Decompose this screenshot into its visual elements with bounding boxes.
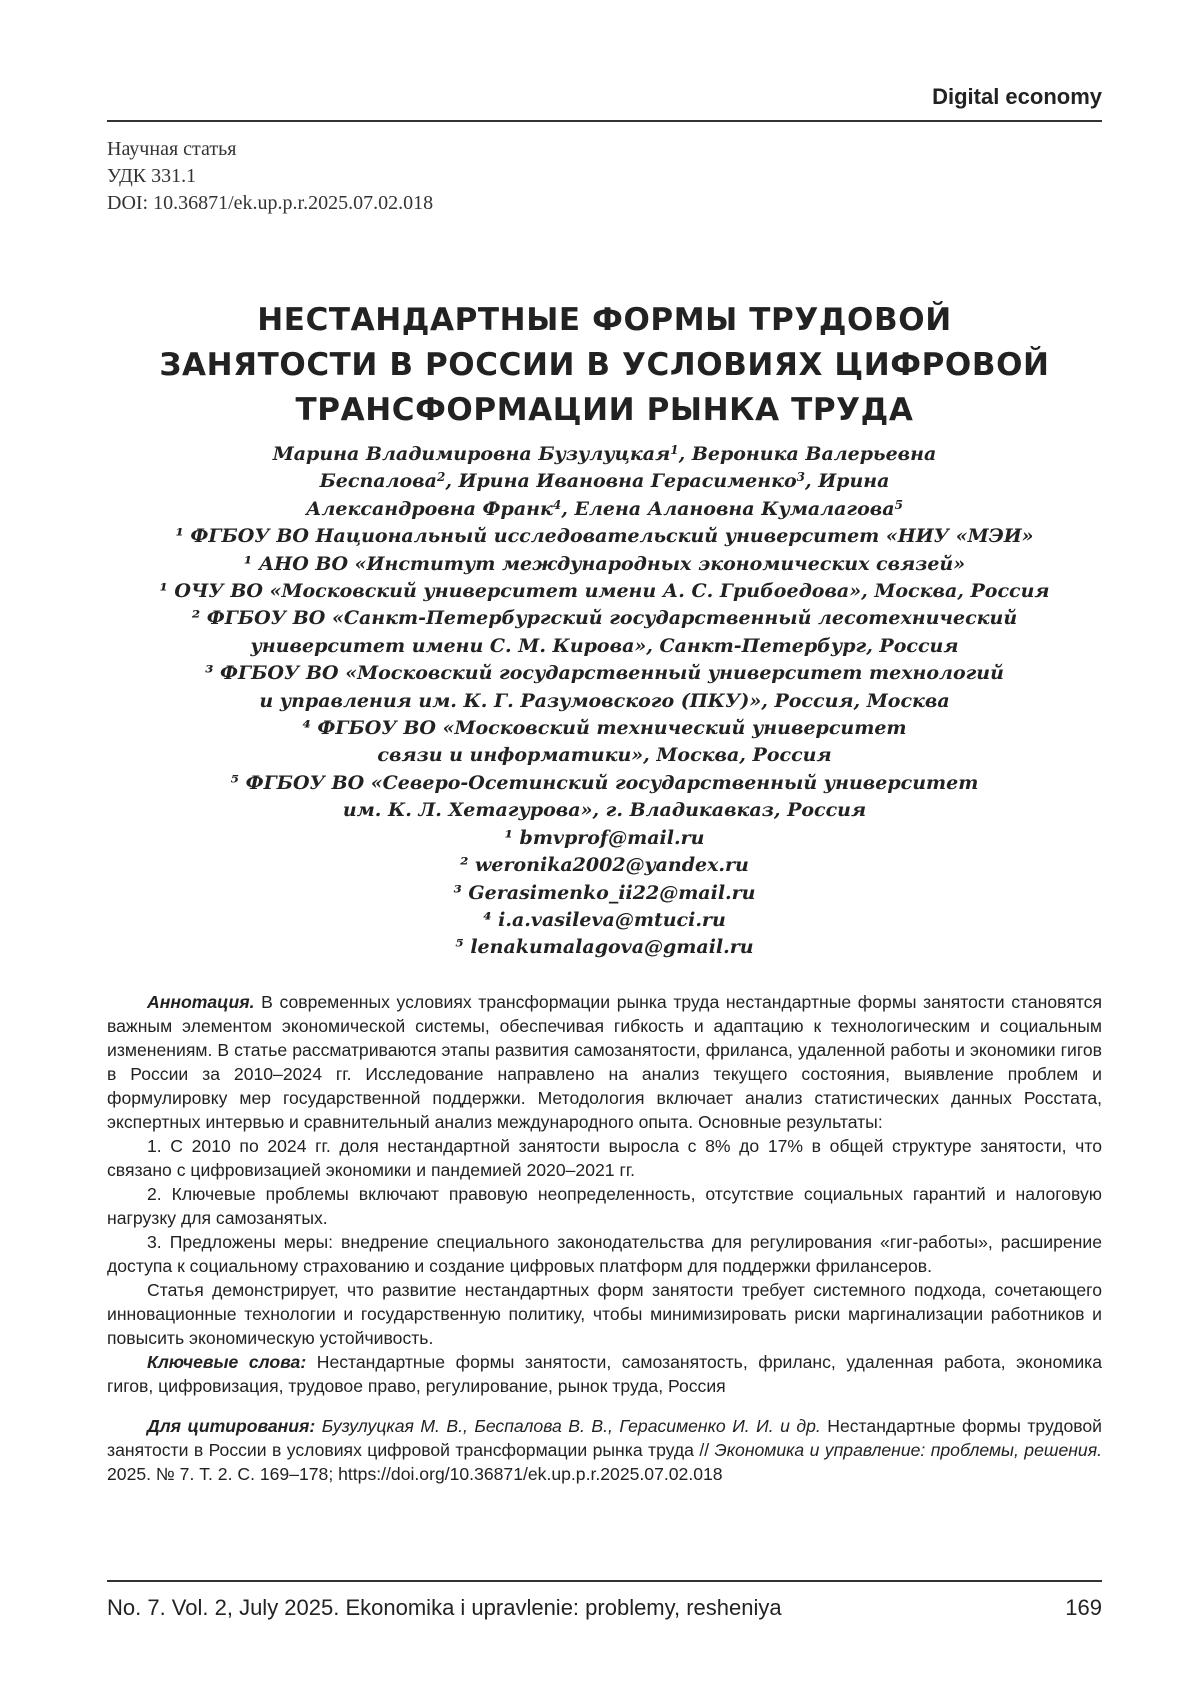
author-line: Александровна Франк4, Елена Алановна Кумалагова5 [107,496,1102,523]
affiliation-line: ³ ФГБОУ ВО «Московский государственный университет технологий [107,660,1102,687]
title-line: НЕСТАНДАРТНЫЕ ФОРМЫ ТРУДОВОЙ [107,298,1102,343]
author-name: Елена Алановна Кумалагова [574,498,894,520]
article-type: Научная статья [107,136,433,163]
affiliation-line: ⁴ ФГБОУ ВО «Московский технический университет [107,715,1102,742]
page-number: 169 [1065,1595,1102,1621]
footer-rule [107,1580,1102,1582]
citation-paragraph [107,1414,1102,1486]
abstract-text: В современных условиях трансформации рынка труда нестандартные формы занятости становятся важным элементом экономической системы, обеспечивая гибкость и адаптацию к технологическим и социальным изменениям. В статье рассматриваются этапы развития самозанятости, фриланса, удаленной работы и экономики гигов в России за 2010–2024 гг. Исследование направлено на анализ текущего состояния, выявление проблем и формулировку мер государственной поддержки. Методология включает анализ статистических данных Росстата, экспертных интервью и сравнительный анализ международного опыта. Основные результаты: [107,992,1102,1132]
citation-authors: Бузулуцкая М. В., Беспалова В. В., Герасименко И. И. и др. [322,1416,821,1436]
abstract-section [107,990,1102,1486]
citation-details[interactable]: 2025. № 7. Т. 2. С. 169–178; https://doi.org/10.36871/ek.up.p.r.2025.07.02.018 [107,1464,723,1484]
author-name: Марина Владимировна Бузулуцкая [273,443,671,465]
authors-block [107,441,1102,962]
footer-journal: No. 7. Vol. 2, July 2025. Ekonomika i upravlenie: problemy, resheniya [107,1595,782,1621]
page-footer [107,1595,1102,1621]
author-email[interactable]: ² weronika2002@yandex.ru [107,852,1102,879]
affiliation-line: им. К. Л. Хетагурова», г. Владикавказ, Россия [107,797,1102,824]
keywords-paragraph [107,1350,1102,1398]
abstract-paragraph [107,990,1102,1134]
article-title [107,298,1102,433]
author-email[interactable]: ³ Gerasimenko_ii22@mail.ru [107,880,1102,907]
keywords-label: Ключевые слова: [147,1352,306,1372]
author-email[interactable]: ¹ bmvprof@mail.ru [107,825,1102,852]
author-name: Вероника Валерьевна [692,443,936,465]
author-name: Александровна Франк [306,498,553,520]
author-line: Марина Владимировна Бузулуцкая1, Вероника Валерьевна [107,441,1102,468]
abstract-conclusion: Статья демонстрирует, что развитие нестандартных форм занятости требует системного подхода, сочетающего инновационные технологии и государственную политику, чтобы минимизировать риски маргинализации работников и повысить экономическую устойчивость. [107,1278,1102,1350]
udc-code: УДК 331.1 [107,163,433,190]
affiliation-line: ¹ ОЧУ ВО «Московский университет имени А. С. Грибоедова», Москва, Россия [107,578,1102,605]
article-meta [107,136,433,217]
citation-journal: Экономика и управление: проблемы, решения. [715,1440,1102,1460]
affiliation-line: связи и информатики», Москва, Россия [107,742,1102,769]
header-rule [107,120,1102,122]
title-line: ЗАНЯТОСТИ В РОССИИ В УСЛОВИЯХ ЦИФРОВОЙ [107,343,1102,388]
section-label: Digital economy [932,84,1102,110]
author-email[interactable]: ⁵ lenakumalagova@gmail.ru [107,934,1102,961]
affiliation-line: ² ФГБОУ ВО «Санкт-Петербургский государственный лесотехнический [107,605,1102,632]
author-name: Ирина [818,470,889,492]
affiliation-line: ⁵ ФГБОУ ВО «Северо-Осетинский государственный университет [107,770,1102,797]
affiliation-line: университет имени С. М. Кирова», Санкт-Петербург, Россия [107,633,1102,660]
result-item: 1. С 2010 по 2024 гг. доля нестандартной занятости выросла с 8% до 17% в общей структуре занятости, что связано с цифровизацией экономики и пандемией 2020–2021 гг. [107,1134,1102,1182]
doi: DOI: 10.36871/ek.up.p.r.2025.07.02.018 [107,190,433,217]
abstract-label: Аннотация. [147,992,255,1012]
title-line: ТРАНСФОРМАЦИИ РЫНКА ТРУДА [107,388,1102,433]
author-line: Беспалова2, Ирина Ивановна Герасименко3, Ирина [107,468,1102,495]
affiliation-line: и управления им. К. Г. Разумовского (ПКУ)», Россия, Москва [107,688,1102,715]
author-name: Ирина Ивановна Герасименко [459,470,797,492]
author-email[interactable]: ⁴ i.a.vasileva@mtuci.ru [107,907,1102,934]
affiliation-line: ¹ АНО ВО «Институт международных экономических связей» [107,551,1102,578]
article-page [107,0,1102,1698]
affiliation-line: ¹ ФГБОУ ВО Национальный исследовательский университет «НИУ «МЭИ» [107,523,1102,550]
author-name: Беспалова [320,470,437,492]
citation-label: Для цитирования: [147,1416,315,1436]
result-item: 2. Ключевые проблемы включают правовую неопределенность, отсутствие социальных гарантий и налоговую нагрузку для самозанятых. [107,1182,1102,1230]
result-item: 3. Предложены меры: внедрение специального законодательства для регулирования «гиг-работы», расширение доступа к социальному страхованию и создание цифровых платформ для поддержки фрилансеров. [107,1230,1102,1278]
citation-title: Нестандартные формы трудовой занятости в России в условиях цифровой трансформации рынка труда // [107,1416,1102,1460]
keywords-text: Нестандартные формы занятости, самозанятость, фриланс, удаленная работа, экономика гигов, цифровизация, трудовое право, регулирование, рынок труда, Россия [107,1352,1102,1396]
